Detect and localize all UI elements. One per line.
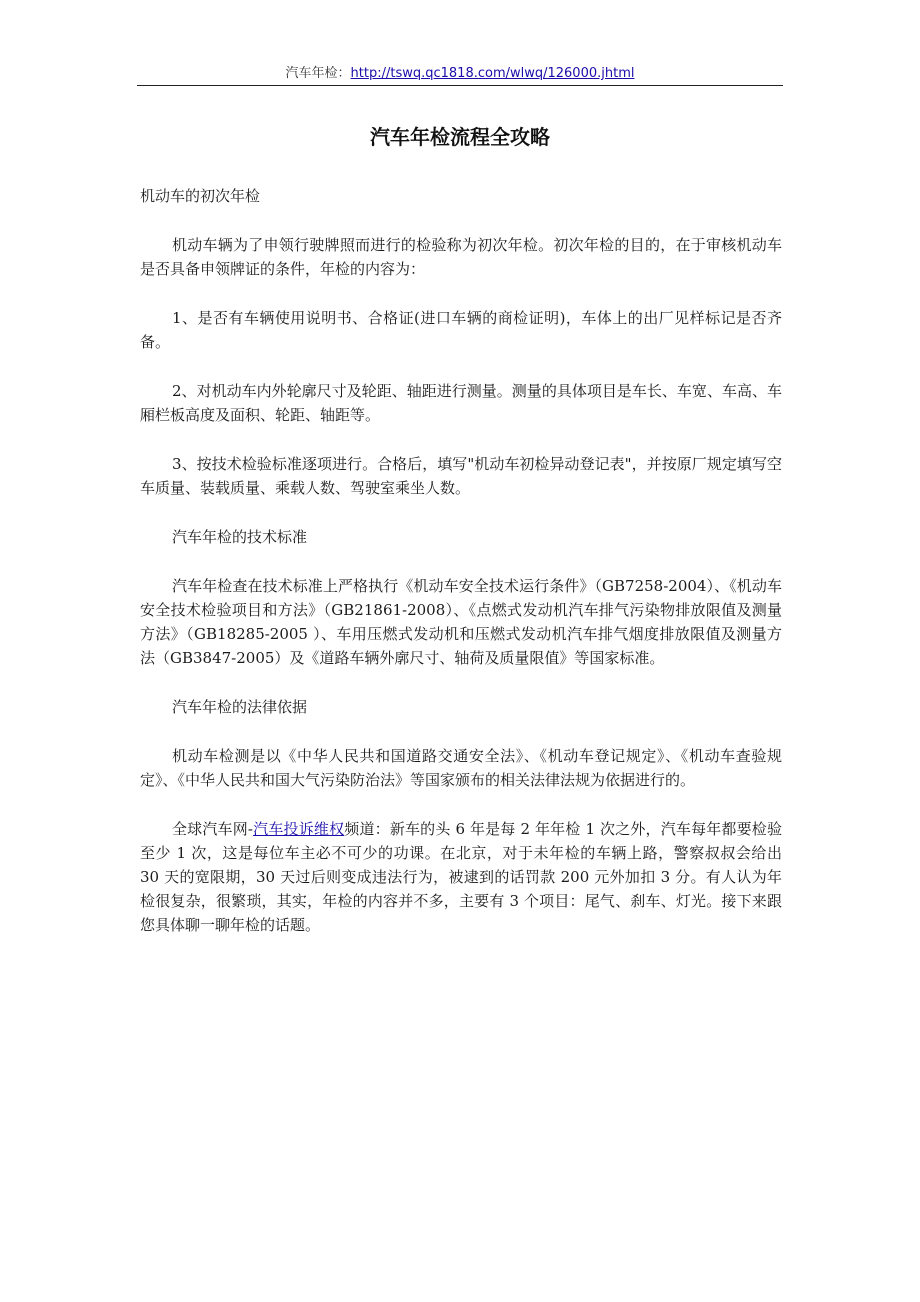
paragraph-suffix: 频道：新车的头 6 年是每 2 年年检 1 次之外，汽车每年都要检验至少 1 次，这是每位车主必不可少的功课。在北京，对于未年检的车辆上路，警察叔叔会给出 30 天的宽限期，30 天过后则变成违法行为，被逮到的话罚款 200 元外加扣 3 分。有人认为年检很复杂，很繁琐，其实，年检的内容并不多，主要有 3 个项目：尾气、刹车、灯光。接下来跟您具体聊一聊年检的话题。: [140, 820, 782, 934]
source-url-link[interactable]: http://tswq.qc1818.com/wlwq/126000.jhtml: [350, 66, 635, 81]
paragraph-complaint-channel: [140, 817, 782, 937]
paragraph-item-1: 1、是否有车辆使用说明书、合格证(进口车辆的商检证明)，车体上的出厂见样标记是否齐备。: [140, 309, 782, 351]
document-body: [140, 184, 782, 962]
paragraph-item-2: 2、对机动车内外轮廓尺寸及轮距、轴距进行测量。测量的具体项目是车长、车宽、车高、车厢栏板高度及面积、轮距、轴距等。: [140, 382, 782, 424]
paragraph-legal-basis: 机动车检测是以《中华人民共和国道路交通安全法》、《机动车登记规定》、《机动车查验规定》、《中华人民共和国大气污染防治法》等国家颁布的相关法律法规为依据进行的。: [140, 747, 782, 789]
paragraph-item-3: 3、按技术检验标准逐项进行。合格后，填写"机动车初检异动登记表"，并按原厂规定填写空车质量、装载质量、乘载人数、驾驶室乘坐人数。: [140, 455, 782, 497]
section-heading-legal-basis: 汽车年检的法律依据: [172, 698, 308, 716]
header-divider: [137, 85, 783, 86]
document-title: 汽车年检流程全攻略: [370, 125, 550, 149]
page-header: [137, 64, 783, 84]
complaint-channel-link[interactable]: 汽车投诉维权: [252, 820, 345, 838]
section-heading-technical-standards: 汽车年检的技术标准: [172, 528, 308, 546]
paragraph-initial-inspection-intro: 机动车辆为了申领行驶牌照而进行的检验称为初次年检。初次年检的目的，在于审核机动车是否具备申领牌证的条件，年检的内容为：: [140, 236, 782, 278]
paragraph-prefix: 全球汽车网-: [172, 820, 253, 838]
header-label: 汽车年检：: [285, 66, 351, 81]
section-heading-initial-inspection: 机动车的初次年检: [140, 187, 261, 205]
paragraph-technical-standards: 汽车年检查在技术标准上严格执行《机动车安全技术运行条件》（GB7258-2004）、《机动车安全技术检验项目和方法》（GB21861-2008）、《点燃式发动机汽车排气污染物排放限值及测量方法》（GB18285-2005 ）、车用压燃式发动机和压燃式发动机汽车排气烟度排放限值及测量方法（GB3847-2005）及《道路车辆外廓尺寸、轴荷及质量限值》等国家标准。: [140, 577, 782, 667]
